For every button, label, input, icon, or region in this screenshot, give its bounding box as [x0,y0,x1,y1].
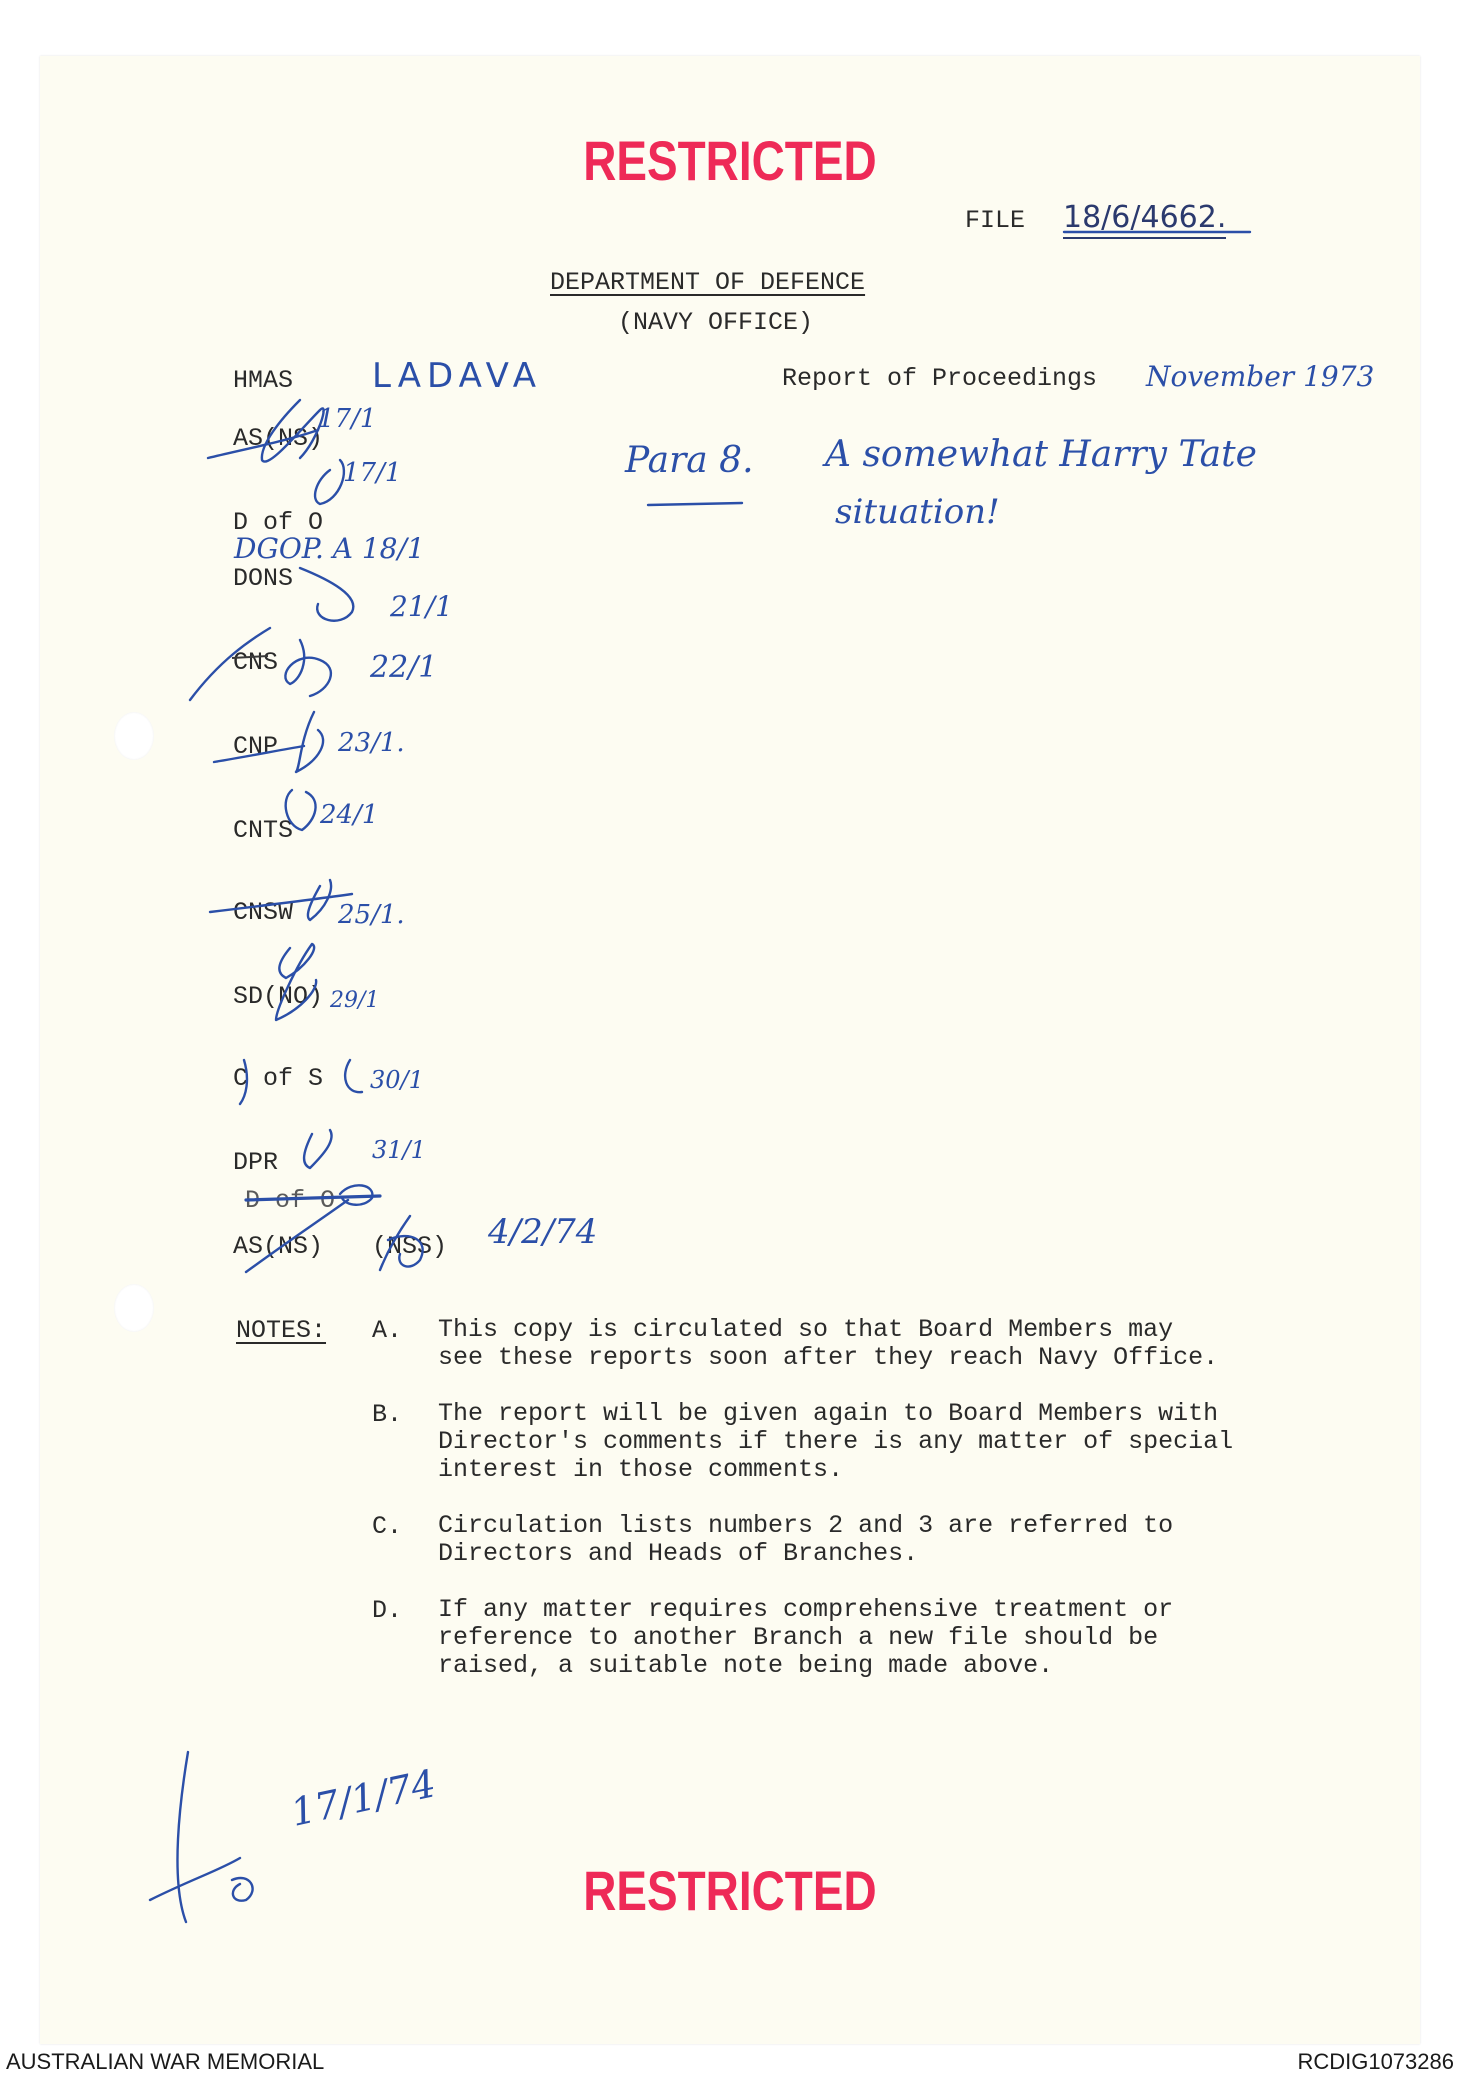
footer-id: RCDIG1073286 [1297,2049,1454,2074]
ship-name: LADAVA [372,356,542,396]
circ-initial-dpr: 31/1 [372,1136,426,1164]
circ-initial-cnp: 23/1. [338,728,405,758]
circ-initial-as-ns: 17/1 [318,404,377,434]
report-period: November 1973 [1146,360,1375,393]
note-text-c: Circulation lists numbers 2 and 3 are referred to Directors and Heads of Branches. [438,1511,1174,1568]
circ-initial-cnts: 24/1 [320,800,379,830]
bottom-signature-date: 17/1/74 [287,1761,440,1835]
file-label: FILE [965,206,1026,235]
circ-code-cnts: CNTS [233,816,294,845]
circ-initial-d-of-o: 17/1 [343,458,402,488]
department-title: DEPARTMENT OF DEFENCE [550,268,866,297]
circ-initial-c-of-s: 30/1 [370,1066,424,1094]
punch-hole-bottom [114,1284,154,1332]
margin-note-para: Para 8. [625,440,754,481]
ship-prefix: HMAS [233,366,294,395]
footer-source: AUSTRALIAN WAR MEMORIAL [6,2049,325,2074]
punch-hole-top [114,712,154,760]
note-letter-c: C. [372,1512,403,1541]
document-page [40,56,1420,2044]
report-label: Report of Proceedings [782,364,1098,393]
circ-code-sd-no: SD(NO) [233,982,324,1011]
note-letter-d: D. [372,1596,403,1625]
circ-code-c-of-s: C of S [233,1064,324,1093]
note-text-d: If any matter requires comprehensive treatment or reference to another Branch a new file should be raised, a suitable note being made above. [438,1595,1174,1680]
note-letter-b: B. [372,1400,403,1429]
circ-initial-dgop: DGOP. A 18/1 [234,532,425,565]
circ-code-nss: (NSS) [372,1232,448,1261]
restricted-stamp-bottom: RESTRICTED [583,1859,877,1922]
circ-code-as-ns: AS(NS) [233,424,324,453]
circ-code-dpr: DPR [233,1148,279,1177]
circ-initial-sd-no: 29/1 [330,988,380,1013]
circ-initial-cns: 22/1 [370,650,438,685]
margin-note-line2: situation! [835,492,1000,532]
note-text-a: This copy is circulated so that Board Members may see these reports soon after they reach Navy Office. [438,1315,1219,1372]
file-number: 18/6/4662. [1063,200,1226,239]
note-letter-a: A. [372,1316,403,1345]
office-title: (NAVY OFFICE) [618,308,814,337]
circ-code-d-of-o-struck: D of O [245,1186,336,1215]
circ-code-as-ns-final: AS(NS) [233,1232,324,1261]
circ-initial-final-date: 4/2/74 [488,1212,598,1252]
restricted-stamp-top: RESTRICTED [583,129,877,192]
circ-code-cnsw: CNSW [233,898,294,927]
note-text-b: The report will be given again to Board Members with Director's comments if there is any matter of special interest in those comments. [438,1399,1234,1484]
circ-code-d-of-o: D of O [233,508,324,537]
margin-note-line1: A somewhat Harry Tate [825,434,1257,475]
circ-initial-extra: 21/1 [390,590,453,623]
notes-label: NOTES: [236,1316,327,1345]
circ-initial-cnsw: 25/1. [338,900,405,930]
circ-code-dons: DONS [233,564,294,593]
circ-code-cnp: CNP [233,732,279,761]
circ-code-cns: CNS [233,648,279,677]
